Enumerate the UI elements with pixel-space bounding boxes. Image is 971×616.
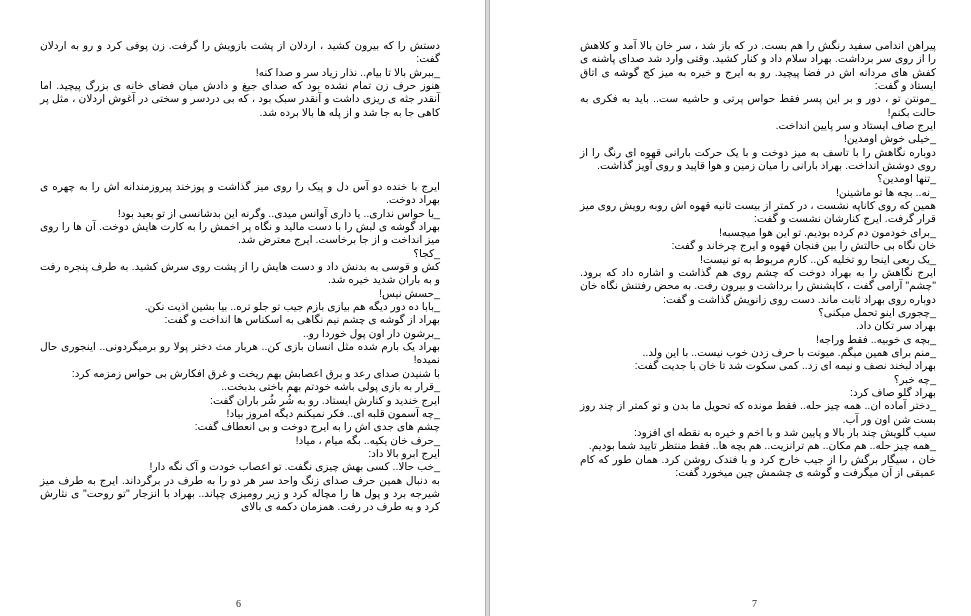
paragraph: _قرار به بازی پولی باشه خودتم بهم باختی بدبخت.. — [221, 381, 440, 394]
paragraph: _مونتن تو ، دور و بر این پسر فقط حواس پرتی و حاشیه ست.. باید به فکری به حالت بکنم! — [580, 93, 936, 119]
paragraph: _حسش نیس! — [379, 287, 440, 300]
paragraph: _ببرش بالا تا بیام.. نذار زیاد سر و صدا کنه! — [255, 66, 440, 79]
paragraph: _چجوری اینو تحمل میکنی؟ — [818, 306, 936, 319]
paragraph: _تنها اومدین؟ — [876, 173, 936, 186]
paragraph: ایرج ابرو بالا داد: — [368, 447, 440, 460]
paragraph: کش و قوسی به بدنش داد و دست هایش را از پشت روی سرش کشید. به طرف پنجره رفت و به باران شدید خیره شد. — [40, 261, 440, 287]
paragraph: _کجا؟ — [413, 247, 440, 260]
paragraph: _بابا ده دور دیگه هم بیازی بازم جیب تو جلو تره.. بیا بشین اذیت نکن. — [144, 301, 440, 314]
paragraph: بهراد لبخند نصف و نیمه ای زد.. کمی سکوت شد تا خان با جدیت گفت: — [634, 360, 936, 373]
paragraph: خان نگاه بی حالتش را بین فنجان قهوه و ایرج چرخاند و گفت: — [671, 240, 936, 253]
paragraph: _یا حواس نداری.. یا داری آوانس میدی.. وگرنه این بدشانسی از تو بعید بود! — [117, 207, 440, 220]
paragraph: _خیلی خوش اومدین! — [843, 133, 936, 146]
paragraph: پیراهن اندامی سفید رنگش را هم بست. در که باز شد ، سر خان بالا آمد و کلاهش را از روی سر برداشت. بهراد سلام داد و کنار کشید. وقتی وارد شد صدای پاشنه ی کفش های مردانه اش در فضا پیچید. رو به ایرج و خیره به میز کج گوشه ی اتاق ایستاد و گفت: — [580, 40, 936, 93]
paragraph: بهراد از گوشه ی چشم نیم نگاهی به اسکناس ها انداخت و گفت: — [164, 314, 440, 327]
paragraph: _همه چیز حله.. هم مکان.. هم ترانزیت.. هم بچه ها.. فقط منتظر تایید شما بودیم. — [588, 440, 936, 453]
paragraph: _یک ربعی اینجا رو تخلیه کن.. کارم مربوط به تو نیست! — [700, 253, 936, 266]
left-page — [0, 0, 485, 616]
paragraph: با شنیدن صدای رعد و برق اعصابش بهم ریخت و غرق افکارش بی حواس زمزمه کرد: — [71, 367, 440, 380]
left-page-block-1 — [40, 40, 440, 120]
paragraph: دستش را که بیرون کشید ، اردلان از پشت بازویش را گرفت. زن پوفی کرد و رو به اردلان گفت: — [40, 40, 440, 66]
paragraph: بهراد گلو صاف کرد: — [850, 386, 936, 399]
paragraph: _خب حالا.. کسی بهش چیزی نگفت. تو اعصاب خودت و آک نگه دار! — [149, 461, 440, 474]
paragraph: ایرج خندید و کنارش ایستاد. رو به شُر شُر باران گفت: — [210, 394, 440, 407]
paragraph: چشم های جدی اش را به ایرج دوخت و بی انعطاف گفت: — [194, 421, 440, 434]
paragraph: همین که روی کاناپه نشست ، در کمتر از بیست ثانیه قهوه اش روبه رویش روی میز قرار گرفت. ایرج کنارشان نشست و گفت: — [580, 200, 936, 226]
paragraph: ایرج نگاهش را به بهراد دوخت که چشم روی هم گذاشت و اشاره داد که برود. "چشم" آرامی گفت ، کاپشنش را برداشت و بیرون رفت. به محض رفتنش نگاه خان دوباره روی بهراد ثابت ماند. دست روی زانویش گذاشت و گفت: — [580, 266, 936, 306]
paragraph: ایرج با خنده دو آس دل و پیک را روی میز گذاشت و پوزخند پیروزمندانه اش را به چهره ی بهراد دوخت. — [40, 181, 440, 207]
paragraph: بهراد یک بارم شده مثل انسان بازی کن.. هربار مث دختر پولا رو برمیگردونی.. اینجوری حال نمیده! — [40, 341, 440, 367]
paragraph: دوباره نگاهش را با تاسف به میز دوخت و با یک حرکت بارانی قهوه ای رنگ را از روی دوشش انداخت. بهراد بارانی را میان زمین و هوا قاپید و روی آویز گذاشت. — [580, 146, 936, 173]
paragraph: به دنبال همین حرف صدای زنگ واحد سر هر دو را به طرف در برگرداند. ایرج به طرف میز شیرجه برد و پول ها را مچاله کرد و زیر رومیزی چپاند.. بهراد با انزجار "تو روحت" ی نثارش کرد و به طرف در رفت. همزمان دکمه ی بالای — [40, 474, 440, 514]
paragraph: خان ، سیگار برگش را از جیب خارج کرد و با فندک روشن کرد. همان طور که کام عمیقی از آن میگرفت و گوشه ی چشمش چین میخورد گفت: — [580, 453, 936, 479]
paragraph: بهراد سر تکان داد. — [855, 320, 936, 333]
page-number-right: 7 — [752, 599, 757, 610]
paragraph: _بچه ی خوبیه.. فقط وراجه! — [816, 333, 936, 346]
paragraph: _دختر آماده ان.. همه چیز حله.. فقط مونده که تحویل ما بدن و تو کمتر از چند روز بست شن اون ور آب. — [580, 400, 936, 426]
paragraph: _نه.. بچه ها تو ماشینن! — [835, 186, 936, 199]
page-number-left: 6 — [236, 599, 241, 610]
paragraph: _منم برای همین میگم. میونت با حرف زدن خوب نیست.. با این ولد.. — [642, 346, 936, 359]
paragraph: بهراد گوشه ی لبش را با دست مالید و نگاه پر اخمش را به کارت هایش دوخت. آن ها را روی میز انداخت و از جا برخاست. ایرج معترض شد. — [40, 221, 440, 247]
paragraph: _چه آسمون قلبه ای.. فکر نمیکنم دیگه امروز بیاد! — [226, 407, 440, 420]
paragraph: _برای خودمون دم کرده بودیم. تو این هوا میچسبه! — [718, 226, 936, 239]
paragraph: سیب گلویش چند بار بالا و پایین شد و با اخم و خیره به نقطه ای افزود: — [633, 426, 936, 439]
left-page-block-2 — [40, 181, 440, 515]
right-page — [490, 0, 971, 616]
paragraph: ایرج صاف ایستاد و سر پایین انداخت. — [775, 120, 936, 133]
right-page-block-1 — [580, 40, 936, 480]
paragraph: هنوز حرف زن تمام نشده بود که صدای جیغ و دادش میان فضای خانه ی بزرگ پیچید. اما آنقدر جثه ی ریزی داشت و آنقدر سبک بود ، که بی دردسر و سختی در آغوش اردلان ، مثل پر کاهی جا به جا شد و از پله ها بالا برده شد. — [40, 80, 440, 119]
paragraph: _برشون دار اون پول خوردا رو.. — [302, 327, 440, 340]
paragraph: _چه خبر؟ — [893, 373, 936, 386]
paragraph: _حرف خان یکیه.. بگه میام ، میاد! — [295, 434, 440, 447]
